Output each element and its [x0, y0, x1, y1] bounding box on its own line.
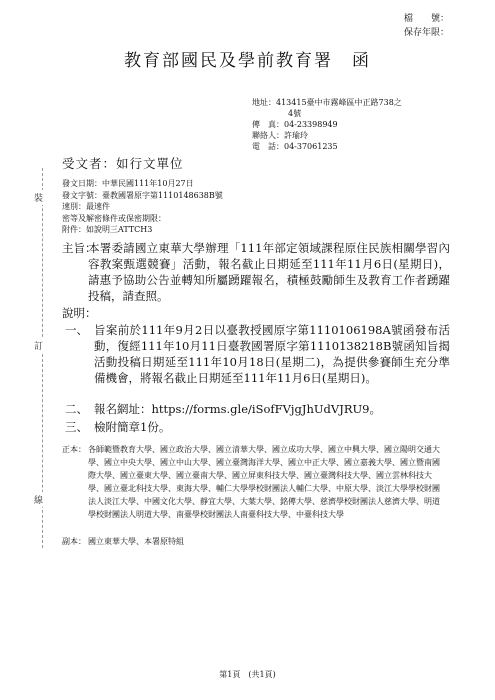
- copy-recipients-label: 副本：: [62, 537, 86, 546]
- binding-line: [42, 168, 43, 548]
- contact-person: 聯絡人：許瑜玲: [252, 131, 308, 140]
- binding-mark: 裝: [34, 190, 43, 205]
- subject-label: 主旨：: [62, 241, 97, 255]
- retention-period-label: 保存年限：: [403, 28, 449, 38]
- explanation-item-number: 二、: [65, 402, 88, 416]
- copy-recipients: [62, 535, 447, 548]
- registration-url-text[interactable]: 報名網址：https://forms.gle/iSofFVjgJhUdVJRU9。: [94, 402, 381, 416]
- address-line-1: 地址：413415臺中市霧峰區中正路738之: [252, 98, 402, 107]
- explanation-item: [62, 419, 450, 435]
- subject-text: 本署委請國立東華大學辦理「111年部定領域課程原住民族相關學習內容教案甄選競賽」活動，報名截止日期延至111年11月6日(星期日)，請惠予協助公告並轉知所屬踴躍報名，積極鼓勵師生及教育工作者踴躍投稿，請查照。: [88, 241, 450, 303]
- primary-recipients: [62, 443, 447, 521]
- subject-section: [62, 240, 450, 304]
- explanation-item: [62, 322, 450, 386]
- explanation-item: [62, 401, 450, 417]
- secrecy-level: 密等及解密條件或保密期限：: [62, 213, 166, 223]
- delivery-speed: 速別：最速件: [62, 202, 110, 211]
- address-block: [252, 97, 472, 152]
- copy-recipients-list: 國立東華大學、本署原特組: [88, 537, 184, 546]
- document-metadata: [62, 178, 223, 236]
- file-number-label: 檔 號：: [403, 14, 449, 24]
- primary-recipients-label: 正本：: [62, 445, 86, 454]
- explanation-item-text: 旨案前於111年9月2日以臺教授國原字第1110106198A號函發布活動，復經111年10月11日臺教國署原字第1110138218B號函知旨揭活動投稿日期延至111年10月18日(星期二)，為提供參賽師生充分準備機會，將報名截止日期延至111年11月6日(星期日)。: [94, 323, 450, 385]
- binding-mark: 訂: [34, 338, 43, 353]
- page-number: 第1頁 (共1頁): [219, 670, 276, 679]
- document-number: 發文字號：臺教國署原字第1110148638B號: [62, 190, 223, 200]
- attachment-info: 附件：如說明三ATTCH3: [62, 225, 153, 234]
- fax-number: 傳 真：04-23398949: [252, 120, 338, 129]
- binding-mark: 線: [34, 492, 43, 507]
- explanation-item-text: 檢附簡章1份。: [94, 420, 171, 434]
- document-title: 教育部國民及學前教育署 函: [124, 51, 371, 71]
- address-line-2: 4號: [288, 109, 302, 118]
- recipient-line: 受文者：如行文單位: [62, 156, 184, 171]
- explanation-item-number: 三、: [65, 420, 88, 434]
- phone-number: 電 話：04-37061235: [252, 142, 338, 151]
- issue-date: 發文日期：中華民國111年10月27日: [62, 179, 194, 188]
- explanation-item-number: 一、: [65, 323, 88, 337]
- primary-recipients-list: 各師範暨教育大學、國立政治大學、國立清華大學、國立成功大學、國立中興大學、國立陽明交通大學、國立中央大學、國立中山大學、國立臺灣海洋大學、國立中正大學、國立嘉義大學、國立暨南國際大學、國立臺東大學、國立臺南大學、國立屏東科技大學、國立臺灣科技大學、國立雲林科技大學、國立臺北科技大學、東海大學、輔仁大學學校財團法人輔仁大學、中原大學、淡江大學學校財團法人淡江大學、中國文化大學、靜宜大學、大葉大學、銘傳大學、慈濟學校財團法人慈濟大學、明道學校財團法人明道大學、南臺學校財團法人南臺科技大學、中臺科技大學: [88, 445, 440, 519]
- explanation-label: 說明：: [62, 306, 97, 320]
